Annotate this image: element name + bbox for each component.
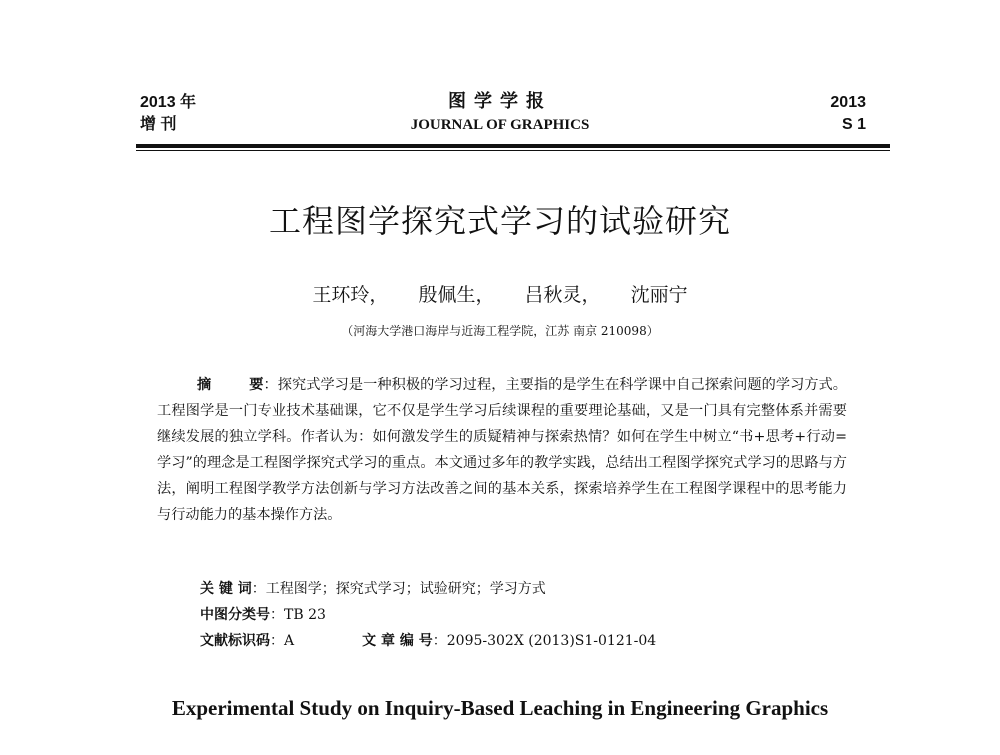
header-issue-type: 增 刊 xyxy=(140,116,177,133)
english-title: Experimental Study on Inquiry-Based Leaching in Engineering Graphics xyxy=(171,696,829,720)
abstract-label xyxy=(157,377,264,393)
header-right xyxy=(830,92,866,136)
article-no-label: 文 章 编 号 xyxy=(362,633,433,649)
author-name: 王环玲， xyxy=(312,284,389,306)
author-name: 沈丽宁 xyxy=(630,284,688,306)
header-right-issue: S 1 xyxy=(841,116,866,133)
clc-value: ：TB 23 xyxy=(270,607,326,623)
paper-title: 工程图学探究式学习的试验研究 xyxy=(268,202,731,240)
clc-label: 中图分类号 xyxy=(200,607,270,623)
keywords-row xyxy=(200,576,656,602)
abstract-label-char: 摘 xyxy=(197,377,212,393)
author-name: 殷佩生， xyxy=(418,284,495,306)
abstract-label-char: 要 xyxy=(249,377,264,393)
article-metadata xyxy=(200,576,656,654)
article-no-value: ：2095-302X (2013)S1-0121-04 xyxy=(432,633,657,649)
doc-code-label: 文献标识码 xyxy=(200,633,270,649)
abstract xyxy=(157,372,847,528)
doc-code-value: ：A xyxy=(270,633,295,649)
header-rule-thin xyxy=(136,150,890,151)
header-year: 2013 年 xyxy=(140,94,197,111)
keywords-label: 关 键 词 xyxy=(200,581,252,597)
journal-name-en: JOURNAL OF GRAPHICS xyxy=(410,117,590,133)
author-name: 吕秋灵， xyxy=(524,284,601,306)
clc-row xyxy=(200,602,656,628)
abstract-text: ：探究式学习是一种积极的学习过程，主要指的是学生在科学课中自己探索问题的学习方式。工程图学是一门专业技术基础课，它不仅是学生学习后续课程的重要理论基础，又是一门具有完整体系并需要继续发展的独立学科。作者认为：如何激发学生的质疑精神与探索热情？如何在学生中树立“书+思考+行动=学习”的理念是工程图学探究式学习的重点。本文通过多年的教学实践，总结出工程图学探究式学习的思路与方法，阐明工程图学教学方法创新与学习方法改善之间的基本关系，探索培养学生在工程图学课程中的思考能力与行动能力的基本操作方法。 xyxy=(157,377,847,523)
header-rule-thick xyxy=(136,144,890,148)
author-list xyxy=(0,280,1000,307)
doc-code-row xyxy=(200,628,656,654)
header-right-year: 2013 xyxy=(830,94,866,111)
affiliation: （河海大学港口海岸与近海工程学院，江苏 南京 210098） xyxy=(341,324,659,338)
journal-name-cn: 图学学报 xyxy=(448,91,552,112)
keywords-value: ：工程图学；探究式学习；试验研究；学习方式 xyxy=(251,581,546,597)
